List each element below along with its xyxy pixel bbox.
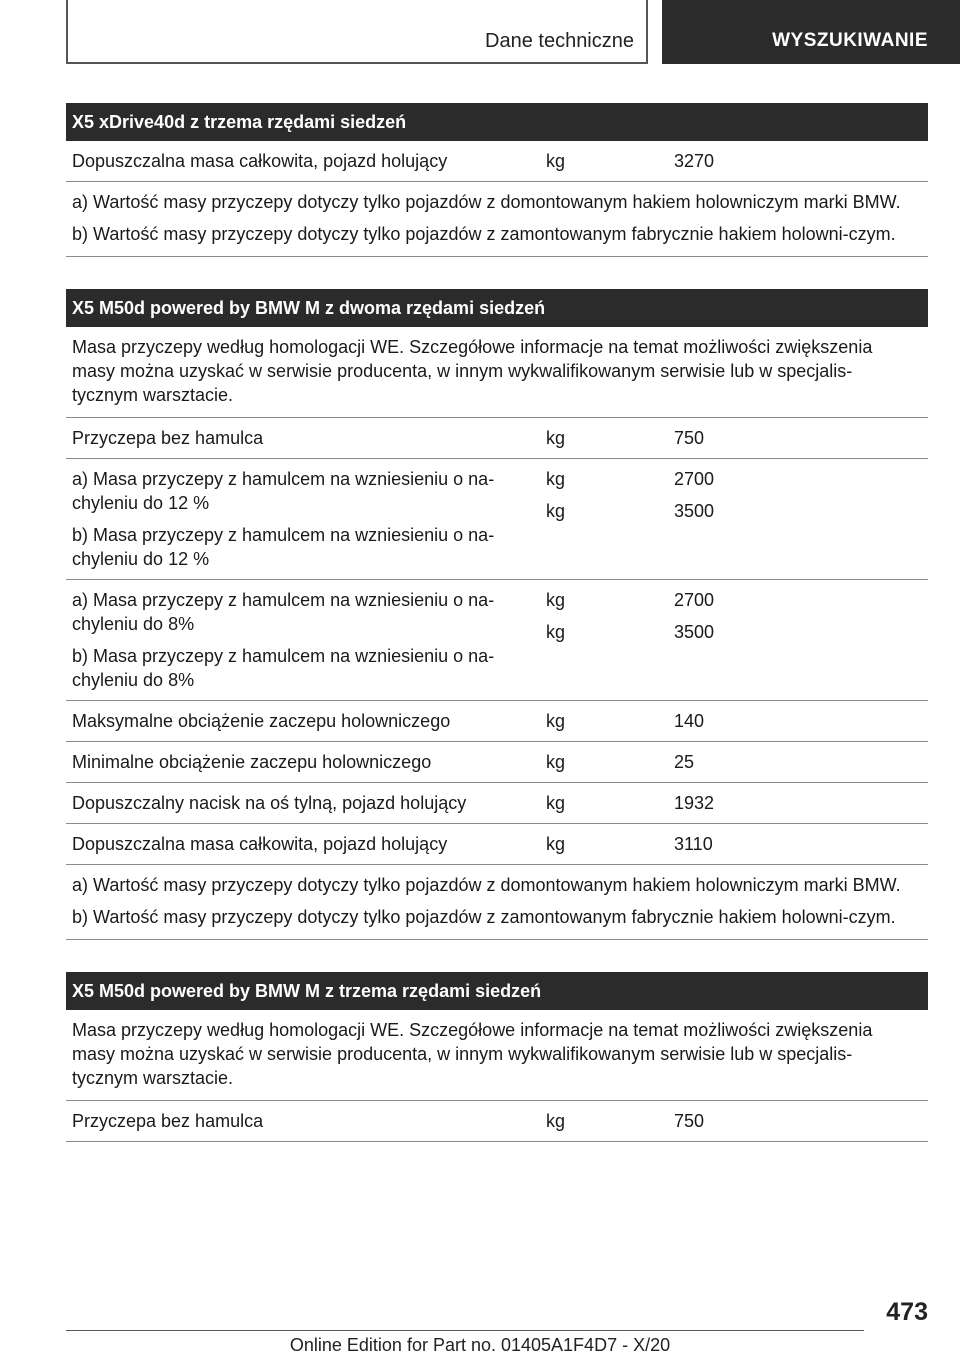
table-row	[66, 580, 928, 701]
table-row	[66, 701, 928, 742]
value-text: 3270	[674, 151, 715, 171]
cell-label	[72, 149, 546, 173]
edition-text: Online Edition for Part no. 01405A1F4D7 - X/20	[289, 1335, 671, 1355]
value-text: 25	[674, 752, 695, 772]
value-text: 750	[674, 428, 705, 448]
cell-unit	[546, 1109, 674, 1133]
label-text: Przyczepa bez hamulca	[72, 428, 264, 448]
label-text: b) Masa przyczepy z hamulcem na wzniesieniu o na-chyleniu do 12 %	[72, 525, 495, 569]
cell-label	[72, 709, 546, 733]
footer-divider	[66, 1330, 864, 1331]
cell-value	[674, 750, 928, 774]
unit-text: kg	[546, 469, 566, 489]
unit-text: kg	[546, 622, 566, 642]
unit-text: kg	[546, 501, 566, 521]
unit-text: kg	[546, 428, 566, 448]
section-title: X5 M50d powered by BMW M z trzema rzędami siedzeń	[66, 972, 928, 1010]
intro-text: Masa przyczepy według homologacji WE. Szczegółowe informacje na temat możliwości zwiększenia masy można uzyskać w serwisie producenta, w innym wykwalifikowanym serwisie lub w specjalis-tycznym warsztacie.	[72, 1020, 873, 1088]
value-text: 2700	[674, 469, 715, 489]
unit-text: kg	[546, 752, 566, 772]
cell-value	[674, 709, 928, 733]
label-text: Dopuszczalna masa całkowita, pojazd holujący	[72, 834, 448, 854]
page-number: 473	[886, 1298, 928, 1326]
value-text: 1932	[674, 793, 715, 813]
tab-dane-techniczne-label: Dane techniczne	[485, 30, 634, 52]
label-text: Dopuszczalna masa całkowita, pojazd holujący	[72, 151, 448, 171]
cell-value	[674, 1109, 928, 1133]
value-text: 140	[674, 711, 705, 731]
cell-label	[72, 832, 546, 856]
cell-unit	[546, 426, 674, 450]
cell-label	[72, 467, 546, 571]
tab-search[interactable]	[662, 0, 960, 64]
label-text: a) Masa przyczepy z hamulcem na wzniesieniu o na-chyleniu do 12 %	[72, 469, 495, 513]
cell-value	[674, 791, 928, 815]
unit-text: kg	[546, 793, 566, 813]
label-text: Dopuszczalny nacisk na oś tylną, pojazd holujący	[72, 793, 467, 813]
cell-unit	[546, 149, 674, 173]
value-text: 750	[674, 1111, 705, 1131]
table-row	[66, 742, 928, 783]
top-bar	[0, 0, 960, 66]
section-intro	[66, 1010, 928, 1101]
section-title: X5 M50d powered by BMW M z dwoma rzędami siedzeń	[66, 289, 928, 327]
cell-unit	[546, 709, 674, 733]
footnotes	[66, 182, 928, 257]
table-row	[66, 783, 928, 824]
tab-search-label: WYSZUKIWANIE	[772, 30, 928, 51]
cell-label	[72, 426, 546, 450]
cell-unit	[546, 832, 674, 856]
cell-unit	[546, 467, 674, 571]
footnote: a) Wartość masy przyczepy dotyczy tylko pojazdów z domontowanym hakiem holowniczym marki BMW.	[72, 192, 901, 212]
value-text: 3500	[674, 622, 715, 642]
unit-text: kg	[546, 1111, 566, 1131]
intro-text: Masa przyczepy według homologacji WE. Szczegółowe informacje na temat możliwości zwiększenia masy można uzyskać w serwisie producenta, w innym wykwalifikowanym serwisie lub w specjalis-tycznym warsztacie.	[72, 337, 873, 405]
footnote: b) Wartość masy przyczepy dotyczy tylko pojazdów z zamontowanym fabrycznie hakiem holowni-czym.	[72, 907, 896, 927]
unit-text: kg	[546, 590, 566, 610]
table-row	[66, 824, 928, 865]
tab-dane-techniczne[interactable]	[66, 0, 648, 64]
footnote: b) Wartość masy przyczepy dotyczy tylko pojazdów z zamontowanym fabrycznie hakiem holowni-czym.	[72, 224, 896, 244]
footnotes	[66, 865, 928, 940]
cell-label	[72, 1109, 546, 1133]
unit-text: kg	[546, 151, 566, 171]
cell-unit	[546, 750, 674, 774]
section-gap	[66, 257, 928, 289]
value-text: 2700	[674, 590, 715, 610]
cell-value	[674, 426, 928, 450]
label-text: b) Masa przyczepy z hamulcem na wzniesieniu o na-chyleniu do 8%	[72, 646, 495, 690]
section-title: X5 xDrive40d z trzema rzędami siedzeń	[66, 103, 928, 141]
table-row	[66, 418, 928, 459]
label-text: Przyczepa bez hamulca	[72, 1111, 264, 1131]
unit-text: kg	[546, 834, 566, 854]
spec-tables	[66, 103, 928, 1142]
cell-label	[72, 791, 546, 815]
cell-value	[674, 467, 928, 571]
unit-text: kg	[546, 711, 566, 731]
cell-value	[674, 588, 928, 692]
label-text: Minimalne obciążenie zaczepu holowniczego	[72, 752, 432, 772]
cell-unit	[546, 588, 674, 692]
value-text: 3110	[674, 834, 713, 854]
table-row	[66, 459, 928, 580]
value-text: 3500	[674, 501, 715, 521]
cell-label	[72, 750, 546, 774]
section-intro	[66, 327, 928, 418]
cell-value	[674, 832, 928, 856]
cell-label	[72, 588, 546, 692]
footnote: a) Wartość masy przyczepy dotyczy tylko pojazdów z domontowanym hakiem holowniczym marki BMW.	[72, 875, 901, 895]
table-row	[66, 1101, 928, 1142]
table-row	[66, 141, 928, 182]
label-text: Maksymalne obciążenie zaczepu holowniczego	[72, 711, 451, 731]
cell-value	[674, 149, 928, 173]
cell-unit	[546, 791, 674, 815]
section-gap	[66, 940, 928, 972]
label-text: a) Masa przyczepy z hamulcem na wzniesieniu o na-chyleniu do 8%	[72, 590, 495, 634]
